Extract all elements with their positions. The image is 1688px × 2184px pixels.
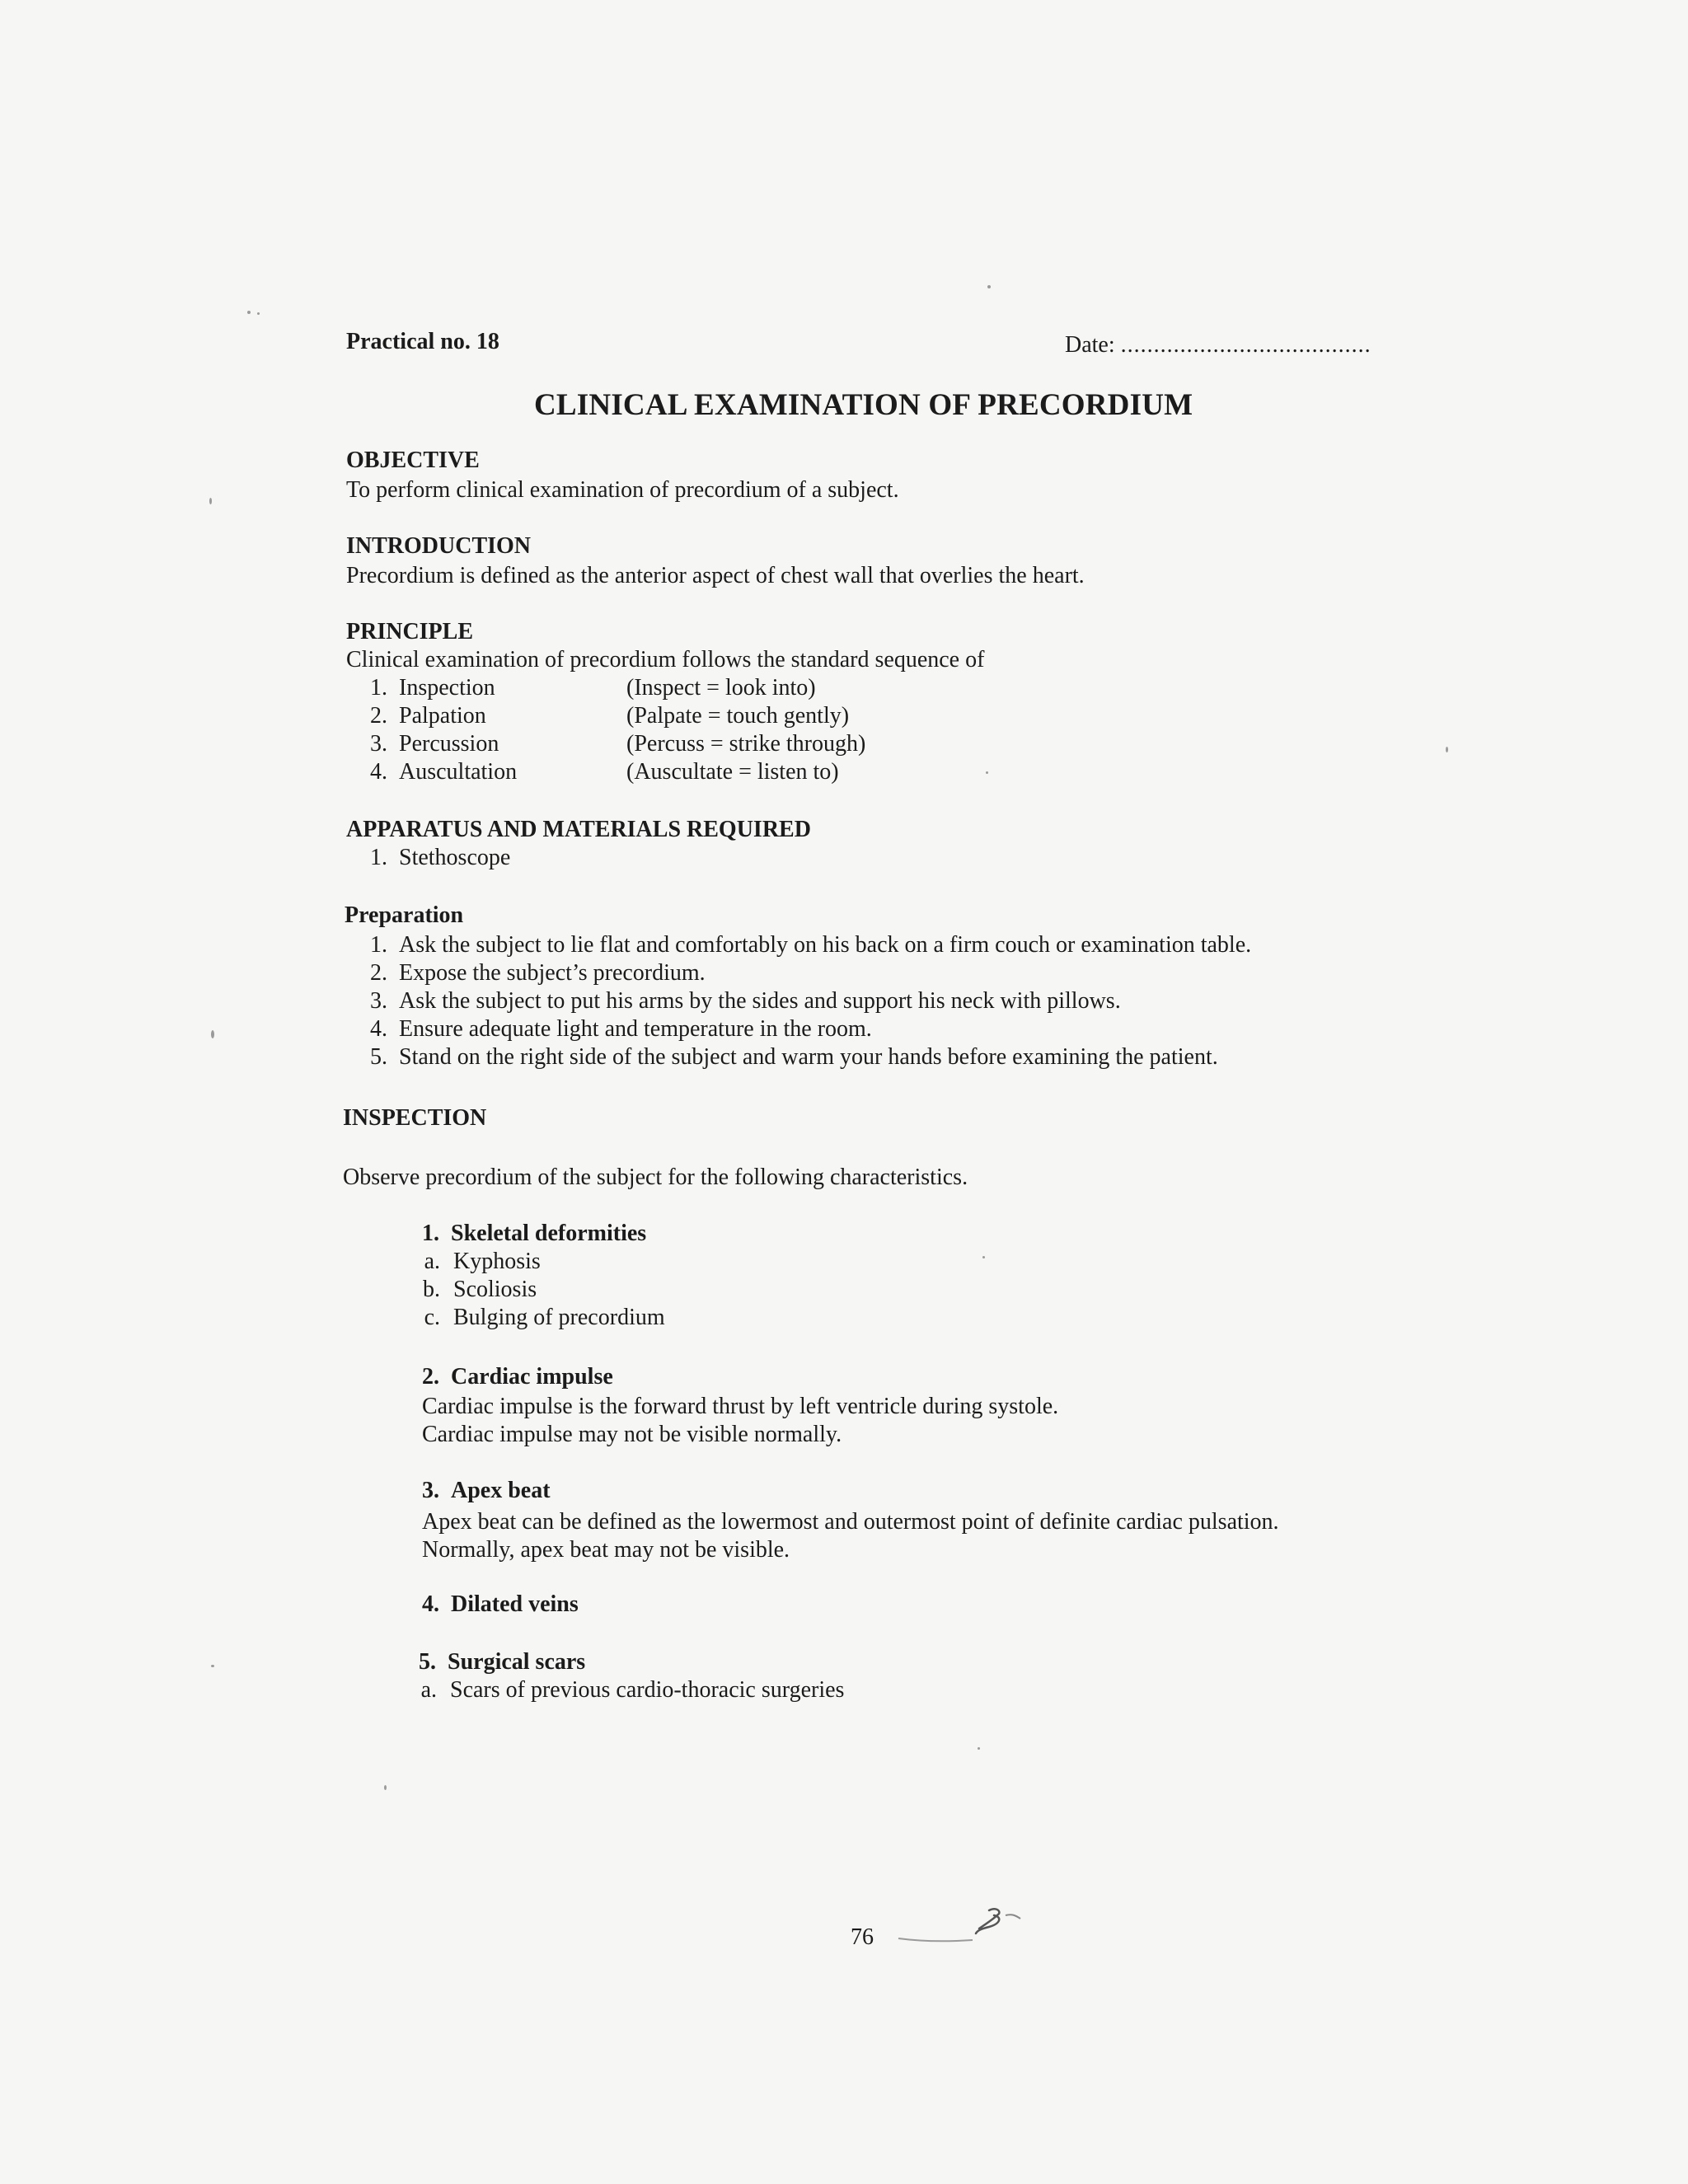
preparation-heading: Preparation (345, 902, 464, 928)
objective-text: To perform clinical examination of precordium of a subject. (346, 477, 899, 503)
step-meaning: (Percuss = strike through) (626, 731, 866, 757)
practical-number: Practical no. 18 (346, 329, 499, 354)
preparation-item: 5. Stand on the right side of the subject and warm your hands before examining the patient. (370, 1044, 1218, 1070)
objective-heading: OBJECTIVE (346, 448, 480, 473)
preparation-list (346, 931, 1251, 1071)
scan-speck (247, 311, 251, 314)
apparatus-list (346, 844, 510, 872)
step-name: Inspection (399, 675, 495, 701)
inspection-section-title: 1. Skeletal deformities (422, 1221, 647, 1246)
list-item: a. Kyphosis (424, 1249, 541, 1274)
page-number: 76 (851, 1924, 874, 1950)
inspection-section-title: 4. Dilated veins (422, 1591, 579, 1617)
scan-speck (978, 1747, 980, 1750)
scan-speck (209, 498, 212, 504)
date-blank: ...................................... (1120, 332, 1372, 358)
principle-step: 1. Inspection (Inspect = look into) (370, 675, 816, 701)
date-label: Date: (1065, 332, 1121, 358)
principle-step: 2. Palpation (Palpate = touch gently) (370, 703, 850, 729)
step-meaning: (Palpate = touch gently) (626, 703, 850, 729)
inspection-section-title: 3. Apex beat (422, 1478, 551, 1503)
inspection-section-title: 2. Cardiac impulse (422, 1364, 613, 1390)
step-meaning: (Inspect = look into) (626, 675, 816, 701)
page-title: CLINICAL EXAMINATION OF PRECORDIUM (534, 388, 1193, 422)
apex-beat-line: Normally, apex beat may not be visible. (422, 1537, 790, 1563)
scan-speck (257, 312, 260, 315)
scan-speck (982, 1256, 985, 1258)
principle-heading: PRINCIPLE (346, 619, 474, 644)
preparation-item: 3. Ask the subject to put his arms by the sides and support his neck with pillows. (370, 988, 1121, 1014)
handwritten-mark-icon (874, 1896, 1071, 1961)
apex-beat-line: Apex beat can be defined as the lowermost and outermost point of definite cardiac pulsation. (422, 1509, 1279, 1535)
scan-speck (211, 1665, 214, 1667)
step-meaning: (Auscultate = listen to) (626, 759, 839, 785)
step-name: Auscultation (399, 759, 518, 785)
scan-speck (384, 1785, 387, 1790)
principle-step: 4. Auscultation (Auscultate = listen to) (370, 759, 839, 785)
list-item: c. Bulging of precordium (424, 1305, 665, 1330)
apparatus-heading: APPARATUS AND MATERIALS REQUIRED (346, 817, 811, 842)
principle-steps (346, 674, 973, 786)
introduction-text: Precordium is defined as the anterior aspect of chest wall that overlies the heart. (346, 563, 1085, 588)
skeletal-deformities-list (412, 1248, 665, 1332)
step-name: Palpation (399, 703, 486, 729)
scan-speck (986, 771, 988, 774)
step-name: Percussion (399, 731, 499, 757)
scan-speck (211, 1030, 214, 1038)
scan-speck (987, 285, 991, 288)
list-item: a. Scars of previous cardio-thoracic surgeries (420, 1677, 845, 1703)
principle-text: Clinical examination of precordium follows the standard sequence of (346, 647, 985, 673)
inspection-heading: INSPECTION (343, 1105, 487, 1131)
principle-step: 3. Percussion (Percuss = strike through) (370, 731, 866, 757)
date-field (1065, 331, 1372, 359)
cardiac-impulse-line: Cardiac impulse may not be visible normally. (422, 1422, 842, 1447)
introduction-heading: INTRODUCTION (346, 533, 532, 559)
scan-speck (1446, 747, 1448, 752)
preparation-item: 1. Ask the subject to lie flat and comfortably on his back on a firm couch or examination table. (370, 932, 1252, 958)
inspection-section-title: 5. Surgical scars (419, 1649, 586, 1675)
list-item: b. Scoliosis (423, 1277, 537, 1302)
preparation-item: 4. Ensure adequate light and temperature in the room. (370, 1016, 872, 1042)
inspection-intro: Observe precordium of the subject for the following characteristics. (343, 1165, 968, 1190)
cardiac-impulse-line: Cardiac impulse is the forward thrust by left ventricle during systole. (422, 1394, 1059, 1419)
apparatus-item: 1. Stethoscope (370, 845, 511, 870)
surgical-scars-list (409, 1676, 844, 1704)
preparation-item: 2. Expose the subject’s precordium. (370, 960, 706, 986)
